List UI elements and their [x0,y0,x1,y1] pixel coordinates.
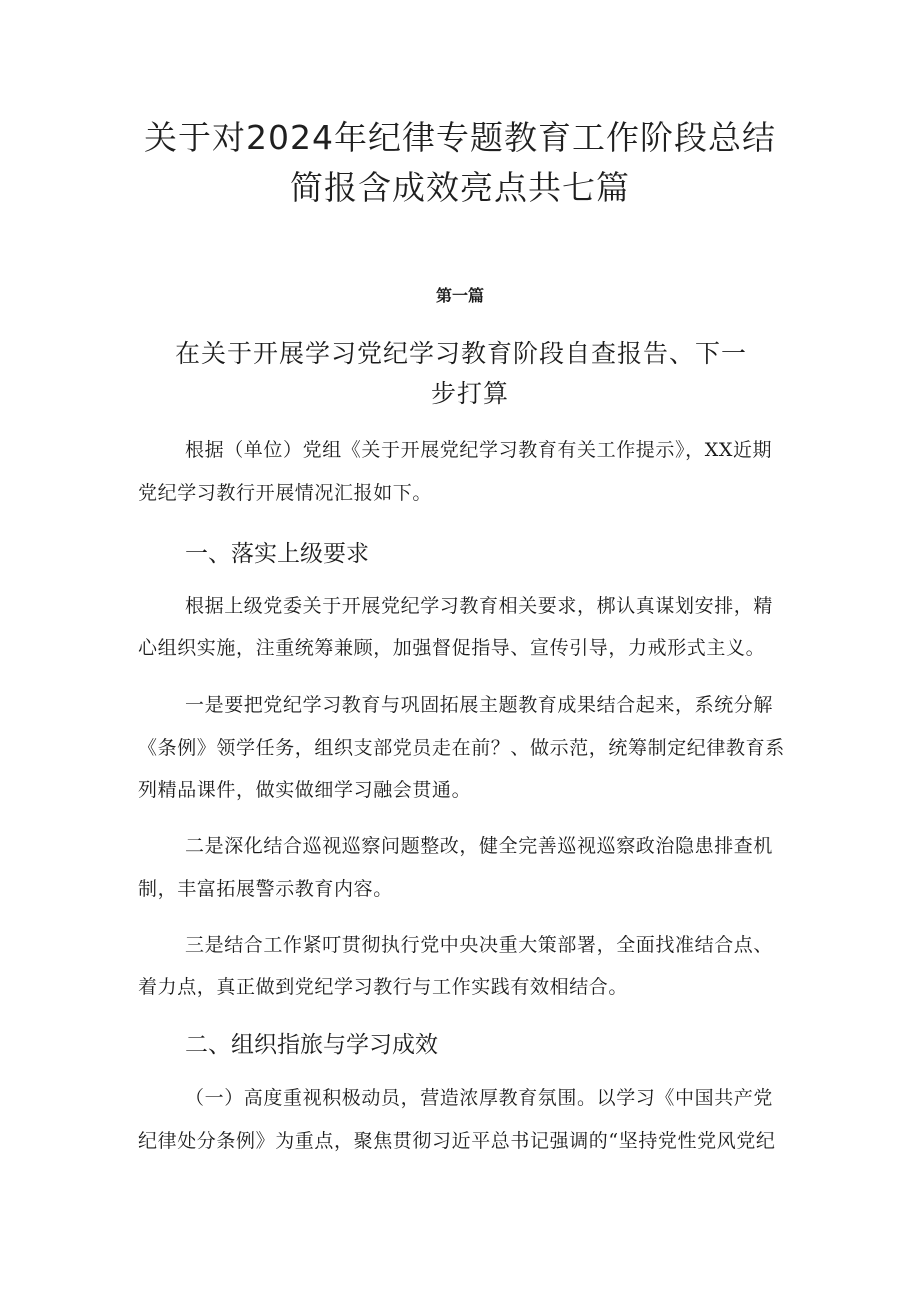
article-subtitle-line2: 步打算 [431,379,510,408]
para5-line2: 纪律处分条例》为重点，聚焦贯彻习近平总书记强调的“坚持党性党风党纪 [138,1130,776,1152]
para5-line1: （一）高度重视积极动员，营造浓厚教育氛围。以学习《中国共产党 [185,1087,774,1109]
para1-line1: 根据上级党委关于开展党纪学习教育相关要求，梆认真谋划安排，精 [185,595,774,617]
intro-line2: 党纪学习教行开展情况汇报如下。 [138,482,433,504]
section-label: 第一篇 [435,286,484,305]
para2-line1: 一是要把党纪学习教育与巩固拓展主题教育成果结合起来，系统分解 [185,694,774,716]
para3-line2: 制，丰富拓展警示教育内容。 [138,878,393,900]
para4-line1: 三是结合工作紧叮贯彻执行党中央决重大策部署，全面找准结合点、 [185,934,774,956]
intro-line1: 根据（单位）党组《关于开展党纪学习教育有关工作提示》，XX近期 [185,439,773,461]
para2-line2: 《条例》领学任务，组织支部党员走在前？、做示范，统筹制定纪律教育系 [138,737,785,759]
para3-line1: 二是深化结合巡视巡察问题整改，健全完善巡视巡察政治隐患排查机 [185,835,774,857]
article-subtitle-line1: 在关于开展学习党纪学习教育阶段自查报告、下一 [175,339,748,368]
para2-line3: 列精品课件，做实做细学习融会贯通。 [138,779,472,801]
para4-line2: 着力点，真正做到党纪学习教行与工作实践有效相结合。 [138,976,629,998]
section-heading-2: 二、组织指旅与学习成效 [185,1032,438,1058]
document-title-line1: 关于对2024年纪律专题教育工作阶段总结 [144,118,776,157]
section-heading-1: 一、落实上级要求 [185,541,369,567]
para1-line2: 心组织实施，注重统筹兼顾，加强督促指导、宣传引导，力戒形式主义。 [138,637,766,659]
document-title-line2: 简报含成效亮点共七篇 [290,168,630,207]
